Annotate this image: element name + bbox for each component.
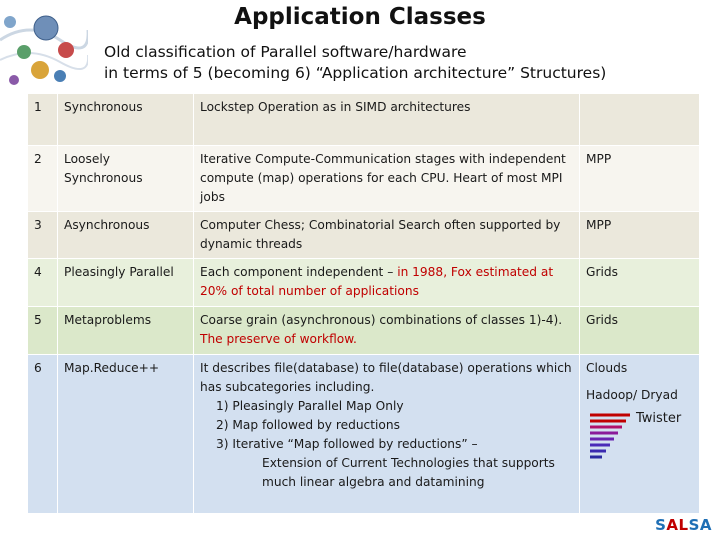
description-intro: It describes file(database) to file(database) operations which has subcategories including. xyxy=(200,361,572,394)
class-name: Pleasingly Parallel xyxy=(58,259,194,307)
description-highlight: in 1988, Fox estimated at 20% of total number of applications xyxy=(200,265,554,298)
class-description: Lockstep Operation as in SIMD architectures xyxy=(194,94,580,146)
class-description xyxy=(194,355,580,514)
class-platform: MPP xyxy=(580,212,700,259)
class-name: Map.Reduce++ xyxy=(58,355,194,514)
table-row xyxy=(28,146,700,212)
twister-label: Twister xyxy=(636,411,682,426)
salsa-logo xyxy=(655,516,712,534)
application-classes-table xyxy=(27,93,700,514)
twister-block xyxy=(586,409,693,459)
table-row xyxy=(28,307,700,355)
class-platform xyxy=(580,94,700,146)
table-row xyxy=(28,94,700,146)
list-text: Iterative “Map followed by reductions” – xyxy=(232,437,478,451)
list-marker: 3) xyxy=(216,437,229,451)
list-item xyxy=(200,435,573,454)
slide-title: Application Classes xyxy=(234,4,486,30)
platform-hadoop-dryad: Hadoop/ Dryad xyxy=(586,388,678,402)
class-description: Iterative Compute-Communication stages with independent compute (map) operations for each CPU. Heart of most MPI jobs xyxy=(194,146,580,212)
class-name: Loosely Synchronous xyxy=(58,146,194,212)
row-number: 6 xyxy=(28,355,58,514)
list-text: Map followed by reductions xyxy=(232,418,400,432)
list-marker: 1) xyxy=(216,399,229,413)
class-name: Synchronous xyxy=(58,94,194,146)
row-number: 4 xyxy=(28,259,58,307)
class-name: Metaproblems xyxy=(58,307,194,355)
class-description: Computer Chess; Combinatorial Search often supported by dynamic threads xyxy=(194,212,580,259)
platform-clouds: Clouds xyxy=(586,361,628,375)
twister-logo-icon xyxy=(586,411,634,461)
list-item xyxy=(200,416,573,435)
table-row xyxy=(28,212,700,259)
row-number: 3 xyxy=(28,212,58,259)
class-platform xyxy=(580,355,700,514)
description-plain: Coarse grain (asynchronous) combinations of classes 1)-4). xyxy=(200,313,563,327)
class-description xyxy=(194,307,580,355)
subtitle-line-2: in terms of 5 (becoming 6) “Application architecture” Structures) xyxy=(104,64,607,82)
list-item xyxy=(200,397,573,416)
description-highlight: The preserve of workflow. xyxy=(200,332,357,346)
class-description xyxy=(194,259,580,307)
slide-subtitle xyxy=(104,42,606,84)
list-marker: 2) xyxy=(216,418,229,432)
salsa-logo-part: S xyxy=(655,516,667,534)
class-platform: Grids xyxy=(580,307,700,355)
table-row xyxy=(28,355,700,514)
table-row xyxy=(28,259,700,307)
row-number: 2 xyxy=(28,146,58,212)
description-plain: Each component independent – xyxy=(200,265,398,279)
subcategory-list xyxy=(200,397,573,492)
list-text: Pleasingly Parallel Map Only xyxy=(232,399,404,413)
class-name: Asynchronous xyxy=(58,212,194,259)
row-number: 1 xyxy=(28,94,58,146)
salsa-logo-part: AL xyxy=(666,516,689,534)
salsa-logo-part: SA xyxy=(688,516,712,534)
class-platform: MPP xyxy=(580,146,700,212)
row-number: 5 xyxy=(28,307,58,355)
class-platform: Grids xyxy=(580,259,700,307)
subtitle-line-1: Old classification of Parallel software/hardware xyxy=(104,43,467,61)
list-item-continuation: Extension of Current Technologies that supports much linear algebra and datamining xyxy=(262,456,555,489)
